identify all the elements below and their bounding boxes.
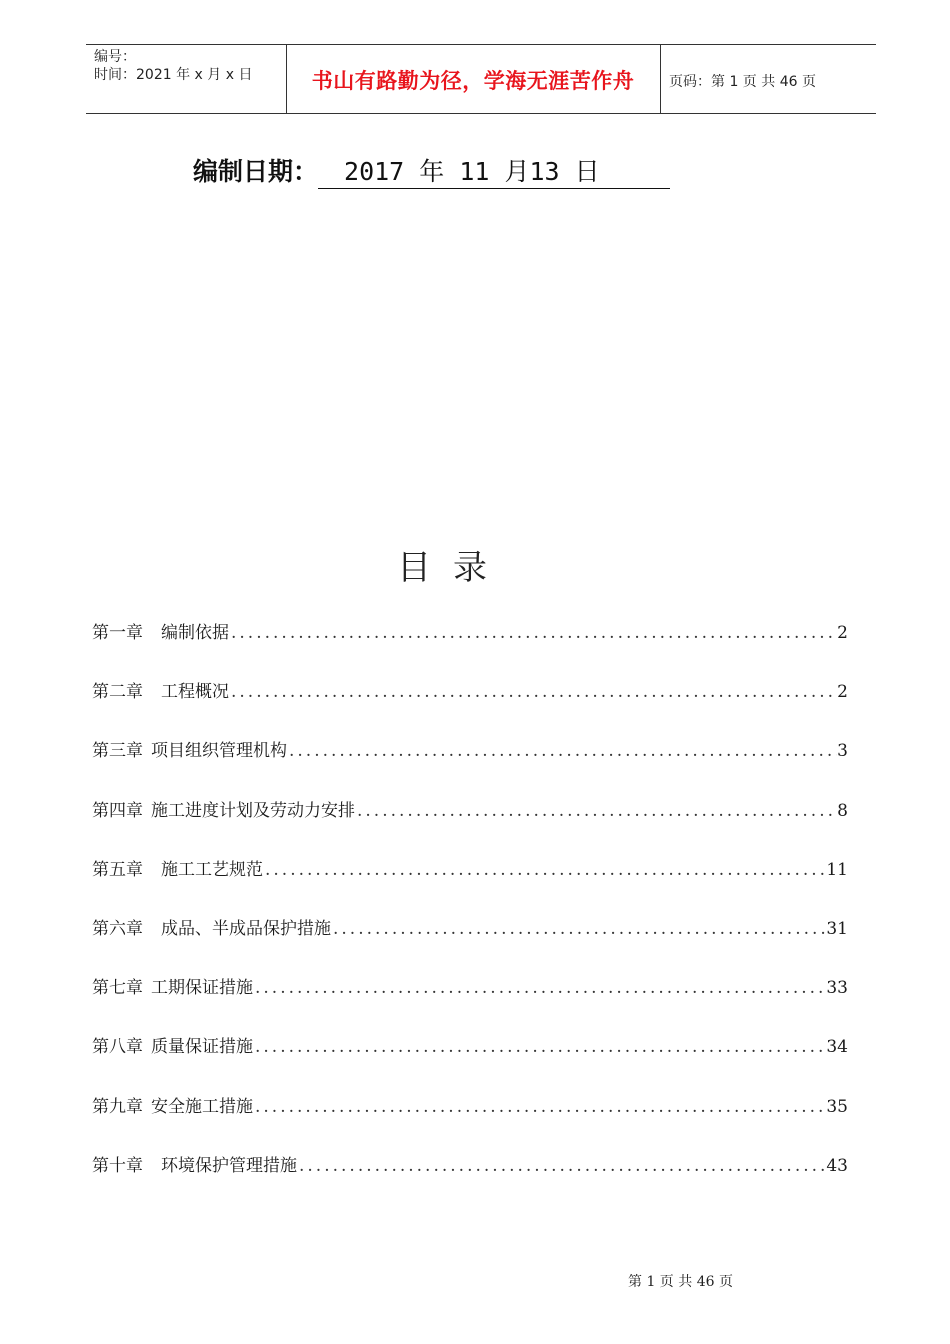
- toc-entry[interactable]: [92, 1153, 848, 1212]
- toc-chapter-title: 成品、半成品保护措施: [161, 918, 331, 939]
- toc-title: 目录: [397, 548, 509, 588]
- toc-chapter-number: 第五章: [92, 859, 143, 880]
- page-footer: 第 1 页 共 46 页: [628, 1274, 733, 1290]
- toc-chapter-number: 第七章: [92, 978, 143, 999]
- toc-chapter-number: 第八章: [92, 1037, 143, 1058]
- toc-chapter-title: 工程概况: [161, 682, 229, 703]
- toc-entry[interactable]: [92, 916, 848, 975]
- toc-chapter-number: 第六章: [92, 918, 143, 939]
- toc-leader-dots: [253, 1034, 826, 1060]
- toc-chapter-title: 施工进度计划及劳动力安排: [151, 800, 355, 821]
- toc-leader-dots: [355, 798, 837, 824]
- toc-page-number: 35: [826, 1096, 848, 1117]
- toc-leader-dots: [331, 916, 826, 942]
- toc-chapter-number: 第九章: [92, 1096, 143, 1117]
- toc-chapter-title: 工期保证措施: [151, 978, 253, 999]
- toc-chapter-number: 第一章: [92, 623, 143, 643]
- header-time-label: 时间：2021 年 x 月 x 日: [94, 67, 253, 83]
- toc-entry[interactable]: [92, 1034, 848, 1093]
- toc-page-number: 33: [826, 978, 848, 999]
- toc-page-number: 3: [837, 741, 848, 762]
- toc-chapter-number: 第四章: [92, 800, 143, 821]
- toc-chapter-title: 质量保证措施: [151, 1037, 253, 1058]
- toc-entry[interactable]: [92, 620, 848, 679]
- toc-chapter-number: 第二章: [92, 682, 143, 703]
- toc-chapter-title: 安全施工措施: [151, 1096, 253, 1117]
- toc-chapter-title: 项目组织管理机构: [151, 741, 287, 762]
- toc-leader-dots: [263, 857, 826, 883]
- toc-page-number: 2: [837, 682, 848, 703]
- compile-date-value: 2017 年 11 月13 日: [318, 152, 670, 189]
- toc-page-number: 11: [826, 859, 848, 880]
- toc-chapter-number: 第十章: [92, 1155, 143, 1176]
- toc-page-number: 43: [826, 1155, 848, 1176]
- header-number-label: 编号：: [94, 49, 136, 65]
- toc-page-number: 31: [826, 918, 848, 939]
- toc-entry[interactable]: [92, 1094, 848, 1153]
- toc-leader-dots: [229, 620, 837, 646]
- document-header: [86, 44, 876, 114]
- toc-entry[interactable]: [92, 857, 848, 916]
- toc-leader-dots: [253, 1094, 826, 1120]
- header-meta: [94, 48, 284, 84]
- toc-entry[interactable]: [92, 975, 848, 1034]
- toc-chapter-title: 环境保护管理措施: [161, 1155, 297, 1176]
- header-motto: 书山有路勤为径，学海无涯苦作舟: [311, 69, 635, 93]
- toc-leader-dots: [229, 679, 837, 705]
- toc-chapter-title: 施工工艺规范: [161, 859, 263, 880]
- compile-date: [193, 152, 670, 192]
- header-page-info: 页码：第 1 页 共 46 页: [669, 74, 816, 90]
- toc-entry[interactable]: [92, 679, 848, 738]
- toc-page-number: 2: [837, 623, 848, 643]
- toc-page-number: 8: [837, 800, 848, 821]
- compile-date-label: 编制日期：: [193, 157, 319, 186]
- toc-leader-dots: [287, 738, 837, 764]
- toc-chapter-number: 第三章: [92, 741, 143, 762]
- toc-entry[interactable]: [92, 798, 848, 857]
- toc-chapter-title: 编制依据: [161, 623, 229, 643]
- header-divider: [660, 45, 661, 113]
- table-of-contents: [92, 620, 848, 1212]
- toc-leader-dots: [297, 1153, 826, 1179]
- toc-leader-dots: [253, 975, 826, 1001]
- toc-entry[interactable]: [92, 738, 848, 797]
- toc-page-number: 34: [826, 1037, 848, 1058]
